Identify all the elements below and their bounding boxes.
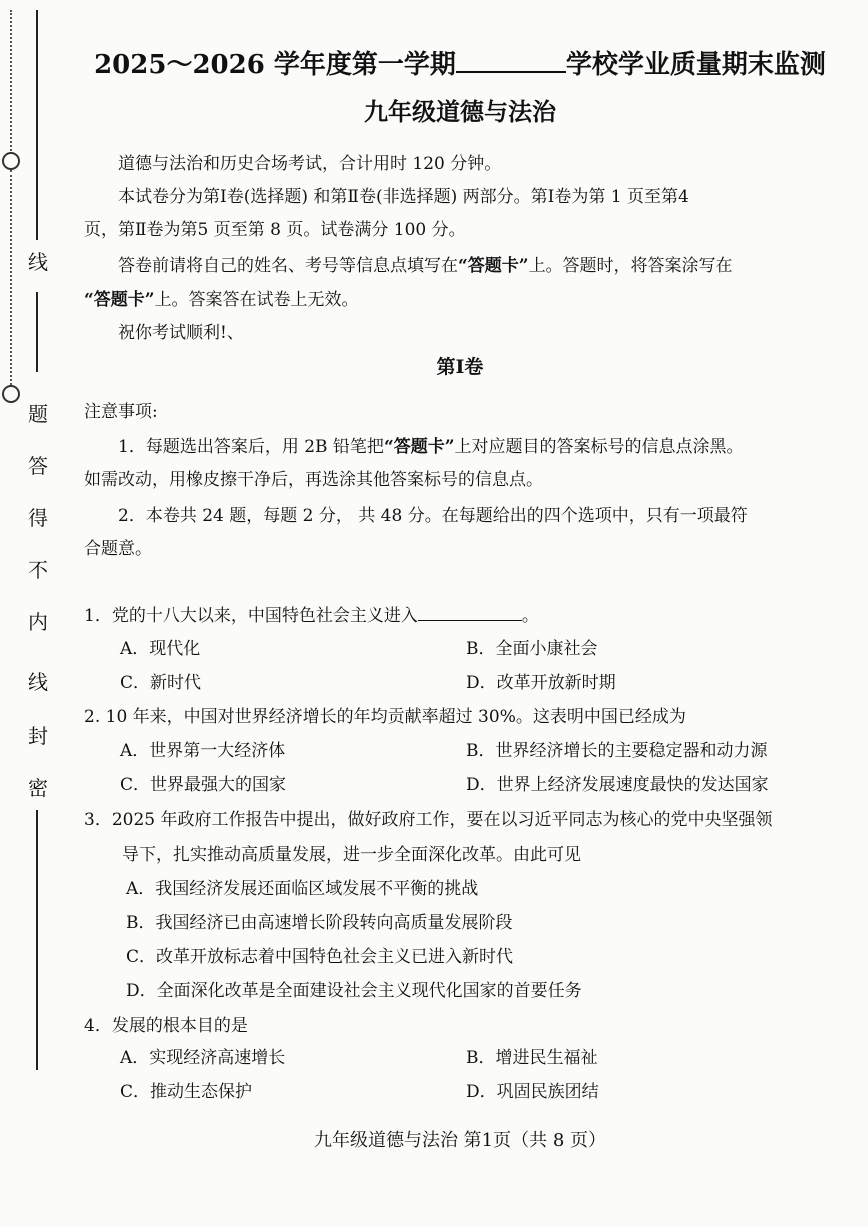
margin-char: 内: [28, 610, 48, 634]
option-c: C．推动生态保护: [120, 1082, 253, 1102]
binding-circle: [2, 152, 20, 170]
answer-blank: [418, 604, 522, 621]
margin-char: 线: [28, 250, 48, 274]
vertical-line: [36, 810, 38, 1070]
option-a: A．我国经济发展还面临区域发展不平衡的挑战: [126, 879, 479, 899]
option-a: A．实现经济高速增长: [120, 1048, 286, 1068]
margin-char: 题: [28, 402, 48, 426]
margin-char: 封: [28, 724, 48, 748]
question-stem: 1．党的十八大以来，中国特色社会主义进入: [84, 606, 418, 626]
dotted-line: [10, 170, 12, 385]
page-footer: 九年级道德与法治 第1页（共 8 页）: [313, 1130, 607, 1151]
option-b: B．增进民生福祉: [466, 1048, 598, 1068]
school-blank: [456, 49, 566, 73]
option-b: B．我国经济已由高速增长阶段转向高质量发展阶段: [126, 913, 513, 933]
question-3: 3．2025 年政府工作报告中提出，做好政府工作，要在以习近平同志为核心的党中央坚强领: [84, 810, 773, 830]
option-d: D．改革开放新时期: [466, 673, 616, 693]
note-line: 如需改动，用橡皮擦干净后，再选涂其他答案标号的信息点。: [84, 470, 543, 490]
margin-char: 不: [28, 558, 48, 582]
answer-card-term: “答题卡”: [458, 256, 529, 276]
intro-line: 本试卷分为第Ⅰ卷(选择题) 和第Ⅱ卷(非选择题) 两部分。第Ⅰ卷为第 1 页至第4: [118, 187, 689, 207]
note-line: 2．本卷共 24 题，每题 2 分， 共 48 分。在每题给出的四个选项中，只有一项最符: [118, 506, 748, 526]
margin-char: 答: [28, 454, 48, 478]
option-c: C．新时代: [120, 673, 202, 693]
option-b: B．全面小康社会: [466, 639, 598, 659]
margin-char: 线: [28, 670, 48, 694]
vertical-line: [36, 10, 38, 240]
note-line: [118, 437, 744, 457]
notes-heading: 注意事项:: [84, 402, 158, 422]
option-c: C．世界最强大的国家: [120, 775, 287, 795]
binding-circle: [2, 385, 20, 403]
intro-line: 页，第Ⅱ卷为第5 页至第 8 页。试卷满分 100 分。: [84, 220, 466, 240]
option-b: B．世界经济增长的主要稳定器和动力源: [466, 741, 768, 761]
intro-text: 答卷前请将自己的姓名、考号等信息点填写在: [118, 256, 458, 276]
margin-char: 密: [28, 776, 48, 800]
intro-line: 祝你考试顺利!、: [118, 323, 244, 343]
title-left: 2025～2026 学年度第一学期: [94, 50, 456, 80]
vertical-line: [36, 292, 38, 372]
note-text: 上对应题目的答案标号的信息点涂黑。: [454, 437, 744, 457]
option-d: D．世界上经济发展速度最快的发达国家: [466, 775, 769, 795]
volume-title: 第Ⅰ卷: [436, 356, 484, 378]
question-3-cont: 导下，扎实推动高质量发展，进一步全面深化改革。由此可见: [122, 845, 581, 865]
dotted-line: [10, 10, 12, 155]
option-a: A．现代化: [120, 639, 201, 659]
note-text: 1．每题选出答案后，用 2B 铅笔把: [118, 437, 384, 457]
option-d: D．全面深化改革是全面建设社会主义现代化国家的首要任务: [126, 981, 582, 1001]
margin-char: 得: [28, 506, 48, 530]
question-1: [84, 604, 539, 626]
answer-card-term: “答题卡”: [84, 290, 155, 310]
intro-line: [84, 290, 359, 310]
page-title: [80, 44, 840, 81]
answer-card-term: “答题卡”: [383, 437, 455, 457]
option-a: A．世界第一大经济体: [120, 741, 286, 761]
question-2: 2. 10 年来，中国对世界经济增长的年均贡献率超过 30%。这表明中国已经成为: [84, 707, 686, 727]
title-right: 学校学业质量期末监测: [565, 50, 826, 80]
binding-margin: [0, 0, 70, 1227]
intro-text: 上。答题时，将答案涂写在: [528, 256, 733, 276]
option-d: D．巩固民族团结: [466, 1082, 599, 1102]
question-stem-end: 。: [521, 606, 539, 626]
option-c: C．改革开放标志着中国特色社会主义已进入新时代: [126, 947, 514, 967]
intro-line: [118, 256, 733, 276]
subject-title: 九年级道德与法治: [364, 97, 556, 126]
intro-text: 上。答案答在试卷上无效。: [154, 290, 359, 310]
intro-line: 道德与法治和历史合场考试，合计用时 120 分钟。: [118, 154, 502, 174]
question-4: 4．发展的根本目的是: [84, 1016, 248, 1036]
note-line: 合题意。: [84, 539, 152, 559]
